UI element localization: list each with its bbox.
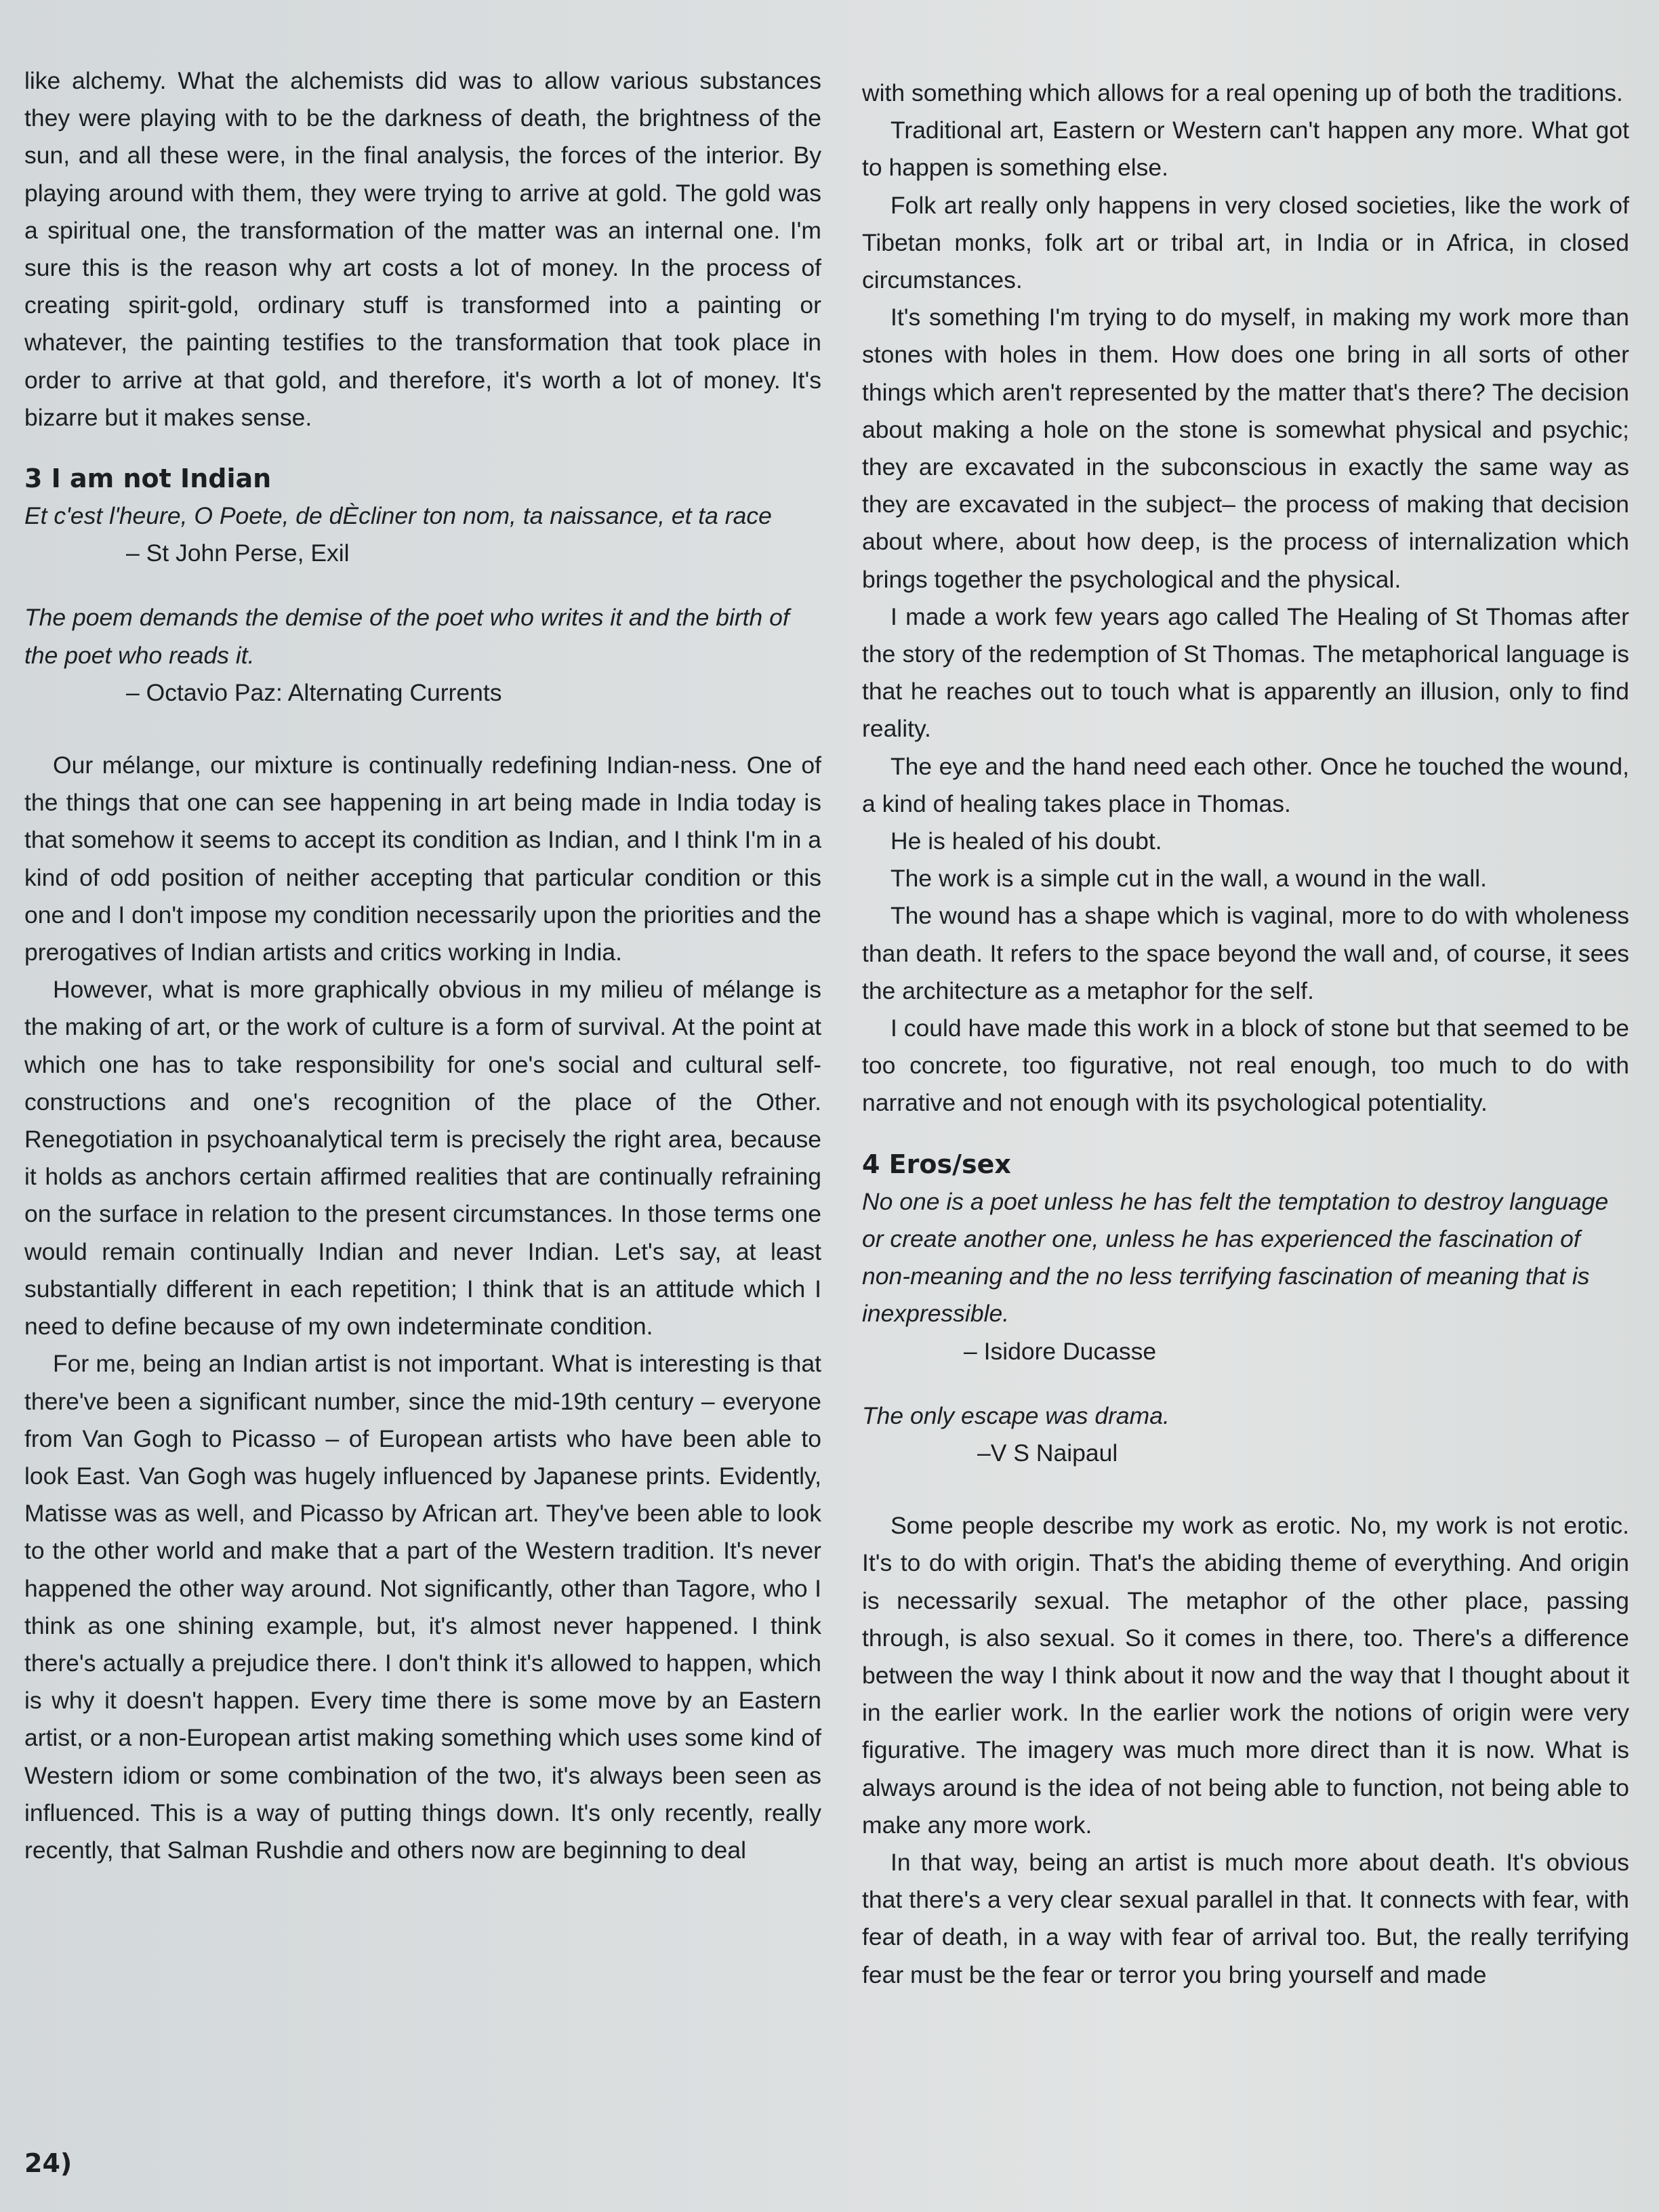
body-paragraph: In that way, being an artist is much more about death. It's obvious that there's a very clear sexual parallel in that. It connects with fear, with fear of death, in a way with fear of arrival too. But, the really terrifying fear must be the fear or terror you bring yourself and made <box>862 1848 1629 1988</box>
body-paragraph: The wound has a shape which is vaginal, more to do with wholeness than death. It refers to the space beyond the wall and, of course, it sees the architecture as a metaphor for the self. <box>862 902 1629 1004</box>
epigraph-paz: The poem demands the demise of the poet who writes it and the birth of the poet who reads it. <box>24 604 790 669</box>
body-paragraph: The work is a simple cut in the wall, a wound in the wall. <box>890 865 1488 893</box>
body-paragraph: Our mélange, our mixture is continually redefining Indian-ness. One of the things that one can see happening in art being made in India today is that somehow it seems to accept its condition as Indian, and I think I'm in a kind of odd position of neither accepting that particular condition or this one and I don't impose my condition necessarily upon the priorities and the prerogatives of Indian artists and critics working in India. <box>24 752 821 966</box>
epigraph-ducasse-attribution: – Isidore Ducasse <box>964 1337 1157 1365</box>
body-paragraph: It's something I'm trying to do myself, in making my work more than stones with holes in them. How does one bring in all sorts of other things which aren't represented by the matter that's there? The decision about making a hole on the stone is somewhat physical and psychic; they are excavated in the subconscious in exactly the same way as they are excavated in the subject– the process of making that decision about where, about how deep, is the process of internalization which brings together the psychological and the physical. <box>862 304 1629 593</box>
page-number: 24) <box>24 2148 73 2178</box>
epigraph-naipaul-attribution: –V S Naipaul <box>977 1439 1118 1467</box>
body-paragraph: Traditional art, Eastern or Western can't happen any more. What got to happen is something else. <box>862 117 1629 182</box>
body-paragraph: I made a work few years ago called The Healing of St Thomas after the story of the redemption of St Thomas. The metaphorical language is that he reaches out to touch what is apparently an illusion, only to find reality. <box>862 602 1629 743</box>
section-4-title: 4 Eros/sex <box>862 1149 1011 1179</box>
body-paragraph: Folk art really only happens in very closed societies, like the work of Tibetan monks, folk art or tribal art, in India or in Africa, in closed circumstances. <box>862 191 1629 294</box>
body-paragraph: Some people describe my work as erotic. No, my work is not erotic. It's to do with origin. That's the abiding theme of everything. And origin is necessarily sexual. The metaphor of the other place, passing through, is also sexual. So it comes in there, too. There's a difference between the way I think about it now and the way that I thought about it in the earlier work. In the earlier work the notions of origin were very figurative. The imagery was much more direct than it is now. What is always around is the idea of not being able to function, not being able to make any more work. <box>862 1512 1629 1839</box>
body-paragraph: The eye and the hand need each other. Once he touched the wound, a kind of healing takes place in Thomas. <box>862 752 1629 817</box>
body-paragraph: However, what is more graphically obvious in my milieu of mélange is the making of art, or the work of culture is a form of survival. At the point at which one has to take responsibility for one's social and cultural self-constructions and one's recognition of the place of the Other. Renegotiation in psychoanalytical term is precisely the right area, because it holds as anchors certain affirmed realities that are continually refraining on the surface in relation to the present circumstances. In those terms one would remain continually Indian and never Indian. Let's say, at least substantially different in each repetition; I think that is an attitude which I need to define because of my own indeterminate condition. <box>24 976 821 1340</box>
epigraph-naipaul: The only escape was drama. <box>862 1401 1170 1429</box>
epigraph-paz-attribution: – Octavio Paz: Alternating Currents <box>126 678 502 706</box>
body-paragraph: For me, being an Indian artist is not important. What is interesting is that there've been a significant number, since the mid-19th century – everyone from Van Gogh to Picasso – of European artists who have been able to look East. Van Gogh was hugely influenced by Japanese prints. Evidently, Matisse was as well, and Picasso by African art. They've been able to look to the other world and make that a part of the Western tradition. It's never happened the other way around. Not significantly, other than Tagore, who I think as one shining example, but, it's almost never happened. I think there's actually a prejudice there. I don't think it's allowed to happen, which is why it doesn't happen. Every time there is some move by an Eastern artist, or a non-European artist making something which uses some kind of Western idiom or some combination of the two, it's always been seen as influenced. This is a way of putting things down. It's only recently, really recently, that Salman Rushdie and others now are beginning to deal <box>24 1350 821 1864</box>
body-paragraph: I could have made this work in a block of stone but that seemed to be too concrete, too figurative, not real enough, too much to do with narrative and not enough with its psychological potentiality. <box>862 1015 1629 1117</box>
intro-paragraph: like alchemy. What the alchemists did was to allow various substances they were playing with to be the darkness of death, the brightness of the sun, and all these were, in the final analysis, the forces of the interior. By playing around with them, they were trying to arrive at gold. The gold was a spiritual one, the transformation of the matter was an internal one. I'm sure this is the reason why art costs a lot of money. In the process of creating spirit-gold, ordinary stuff is transformed into a painting or whatever, the painting testifies to the transformation that took place in order to arrive at that gold, and therefore, it's worth a lot of money. It's bizarre but it makes sense. <box>24 67 821 431</box>
epigraph-ducasse: No one is a poet unless he has felt the temptation to destroy language or create another one, unless he has experienced the fascination of non-meaning and the no less terrifying fascination of meaning that is inexpressible. <box>862 1187 1609 1328</box>
continued-paragraph: with something which allows for a real opening up of both the traditions. <box>862 79 1623 106</box>
right-column <box>862 75 1629 1994</box>
section-3-title: 3 I am not Indian <box>24 464 272 494</box>
epigraph-perse: Et c'est l'heure, O Poete, de dÈcliner ton nom, ta naissance, et ta race <box>24 502 772 530</box>
body-paragraph: He is healed of his doubt. <box>890 827 1162 855</box>
epigraph-perse-attribution: – St John Perse, Exil <box>126 539 350 567</box>
left-column <box>24 62 821 1869</box>
